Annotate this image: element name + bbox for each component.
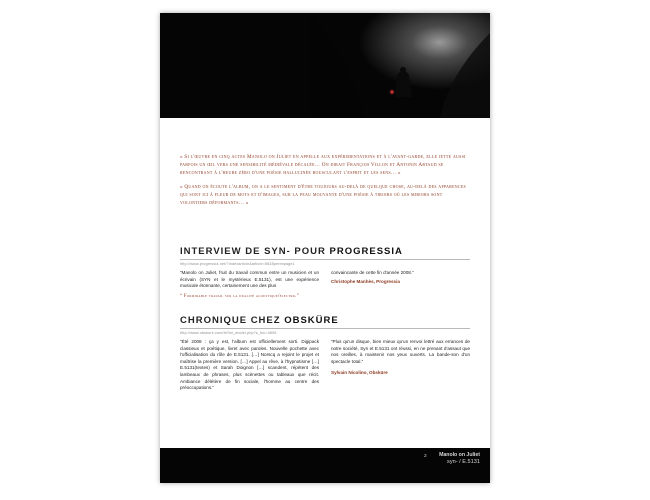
interview-text-right: convaincante de cette fin d'année 2008.”	[331, 270, 414, 275]
footer-bar	[160, 448, 490, 483]
cave-scene-image	[160, 13, 490, 118]
section-interview	[180, 246, 470, 299]
two-column-body	[180, 270, 470, 299]
right-column	[331, 270, 470, 299]
header-photo	[160, 13, 490, 118]
section-title-chronique	[180, 315, 470, 329]
page-number: 2	[424, 454, 427, 459]
footer-subtitle: syn- / E.5131	[447, 459, 480, 465]
right-column	[331, 339, 470, 392]
chronique-signature: Sylvain Nicolino, Obsküre	[331, 370, 388, 376]
footer-title: Manolo on Juliet	[439, 452, 480, 458]
interview-pull-quote: “ Formidable travail sur la dualité acoustique/électro.”	[180, 293, 300, 299]
source-link[interactable]: http://www.obskure.com/fr/fini_model.php?s_bin=4605	[180, 331, 277, 335]
title-prefix: CHRONIQUE CHEZ	[180, 315, 285, 326]
press-quote-1: « Si l'œuvre en cinq actes Manolo on Juliet en appelle aux expérimentations et à l'avant-garde, elle jette aussi parfois un œil vers une sensibilité médiévale décalée… On dirait François Villon et Antonin Artaud se rencontrant à l'heure zéro d'une poésie hallucinée bousculant l'esprit et les sens… »	[180, 154, 466, 177]
interview-signature: Christophe Manhès, Progressia	[331, 278, 400, 284]
document-page	[160, 13, 490, 483]
title-publication: PROGRESSIA	[329, 246, 403, 257]
press-quote-2: « Quand on écoute l'album, on a le sentiment d'être toujours au-delà de quelque chose, au-delà des apparences qui sont ici à fleur de mots et d'images, sur la peau mouvante d'une poésie à tiroirs où les miroirs sont volontiers déformants… »	[180, 183, 466, 207]
section-chronique	[180, 315, 470, 392]
left-column	[180, 270, 319, 299]
left-column	[180, 339, 319, 392]
press-quotes	[180, 153, 470, 207]
interview-text-left: “Manolo on Juliet, fruit du travail commun entre un musicien et un écrivain (SYN et le mystérieux E.5131), est une expérience musicale étonnante, certainement une des plus	[180, 270, 319, 289]
chronique-text-right: “Plus qu'un disque, bien mieux qu'un renvoi lettré aux errances de notre société, Syn et E.5131 ont réussi, en ne prenant d'assaut que nos oreilles, à maintenir nos yeux ouverts. La bande-son d'un spectacle total.”	[331, 339, 470, 364]
chronique-text-left: “Été 2008 : ça y est, l'album est officiellement sorti. Digipack classieux et poétique, livret avec paroles. Nouvelle pochette avec l'officialisation du rôle de E.5131. […] Norscq a rejoint le projet et maîtrise la première version. […] Appel au rêve, à l'hypnotisme […] E.5131(textes) et Sarah Doignon […] scandent, répètent des lambeaux de phrases, plus scènettes ou tableaux que récit. Ambiance délétère de fin sociale, l'homme au centre des préoccupations.”	[180, 339, 319, 391]
source-link[interactable]: http://www.progressia.net/?indexarticle&atticle=5638perimpage1	[180, 262, 295, 266]
section-title-interview	[180, 246, 470, 260]
two-column-body	[180, 339, 470, 392]
title-prefix: INTERVIEW DE SYN- POUR	[180, 246, 330, 257]
title-publication: OBSKÜRE	[284, 315, 339, 326]
